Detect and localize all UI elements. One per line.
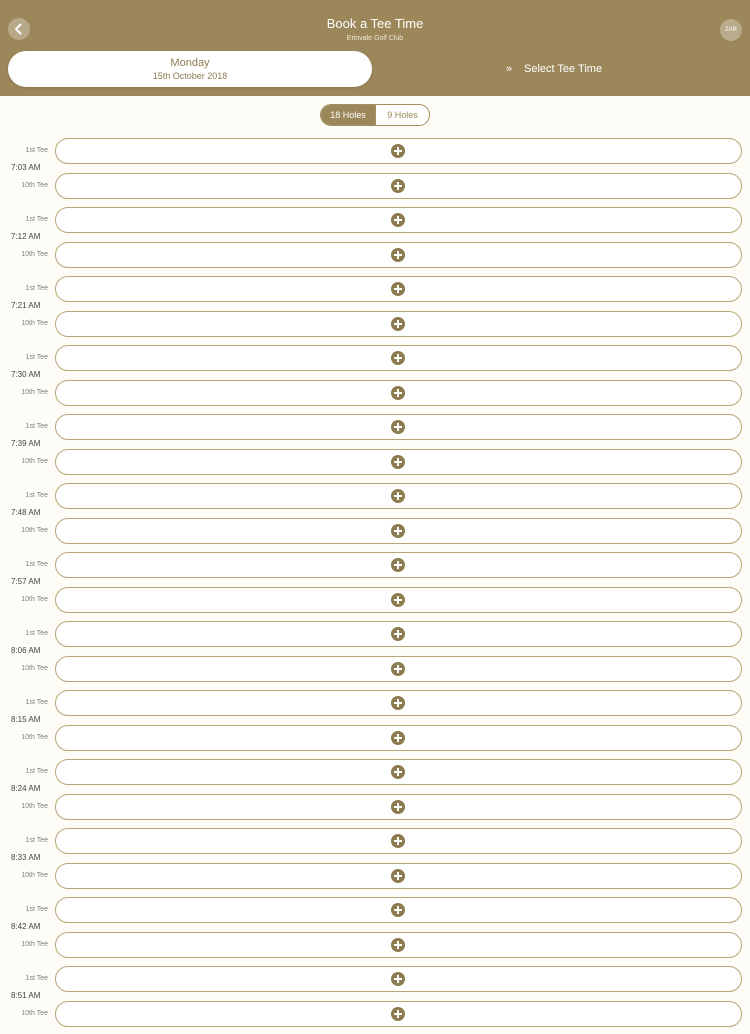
slot-time: 7:21 AM bbox=[11, 301, 41, 310]
tee-time-slot bbox=[0, 344, 750, 413]
slot-time: 7:12 AM bbox=[11, 232, 41, 241]
currency-button[interactable]: ZAR bbox=[720, 19, 742, 41]
slot-time: 8:15 AM bbox=[11, 715, 41, 724]
book-first-tee-row[interactable] bbox=[55, 345, 742, 371]
book-first-tee-row[interactable] bbox=[55, 966, 742, 992]
plus-circle-icon[interactable] bbox=[391, 972, 405, 986]
plus-circle-icon[interactable] bbox=[391, 248, 405, 262]
tee-label: 10th Tee bbox=[21, 182, 48, 189]
tee-label: 1st Tee bbox=[25, 147, 48, 154]
tee-time-slot bbox=[0, 620, 750, 689]
plus-circle-icon[interactable] bbox=[391, 317, 405, 331]
tee-label: 10th Tee bbox=[21, 803, 48, 810]
plus-circle-icon[interactable] bbox=[391, 800, 405, 814]
plus-circle-icon[interactable] bbox=[391, 765, 405, 779]
slot-time: 8:51 AM bbox=[11, 991, 41, 1000]
book-first-tee-row[interactable] bbox=[55, 621, 742, 647]
book-tenth-tee-row[interactable] bbox=[55, 173, 742, 199]
tee-label: 10th Tee bbox=[21, 251, 48, 258]
tee-time-slot bbox=[0, 206, 750, 275]
plus-circle-icon[interactable] bbox=[391, 731, 405, 745]
book-first-tee-row[interactable] bbox=[55, 552, 742, 578]
tee-label: 1st Tee bbox=[25, 768, 48, 775]
tee-label: 1st Tee bbox=[25, 423, 48, 430]
plus-circle-icon[interactable] bbox=[391, 455, 405, 469]
book-tenth-tee-row[interactable] bbox=[55, 794, 742, 820]
day-label: Monday bbox=[170, 57, 210, 69]
book-first-tee-row[interactable] bbox=[55, 138, 742, 164]
book-tenth-tee-row[interactable] bbox=[55, 656, 742, 682]
tee-time-slot bbox=[0, 689, 750, 758]
plus-circle-icon[interactable] bbox=[391, 869, 405, 883]
book-first-tee-row[interactable] bbox=[55, 483, 742, 509]
slot-time: 8:24 AM bbox=[11, 784, 41, 793]
page-title: Book a Tee Time bbox=[326, 16, 424, 31]
select-tee-time-step[interactable]: Select Tee Time bbox=[524, 63, 603, 75]
book-tenth-tee-row[interactable] bbox=[55, 863, 742, 889]
tee-label: 10th Tee bbox=[21, 734, 48, 741]
book-tenth-tee-row[interactable] bbox=[55, 449, 742, 475]
book-first-tee-row[interactable] bbox=[55, 690, 742, 716]
holes-toggle bbox=[320, 104, 430, 126]
slot-time: 8:06 AM bbox=[11, 646, 41, 655]
plus-circle-icon[interactable] bbox=[391, 834, 405, 848]
plus-circle-icon[interactable] bbox=[391, 213, 405, 227]
date-label: 15th October 2018 bbox=[152, 71, 228, 81]
slot-time: 7:57 AM bbox=[11, 577, 41, 586]
tee-label: 10th Tee bbox=[21, 872, 48, 879]
tee-time-slot bbox=[0, 137, 750, 206]
tee-label: 1st Tee bbox=[25, 906, 48, 913]
plus-circle-icon[interactable] bbox=[391, 938, 405, 952]
book-tenth-tee-row[interactable] bbox=[55, 725, 742, 751]
tee-time-slot bbox=[0, 275, 750, 344]
book-tenth-tee-row[interactable] bbox=[55, 932, 742, 958]
tee-label: 10th Tee bbox=[21, 941, 48, 948]
tee-label: 1st Tee bbox=[25, 699, 48, 706]
plus-circle-icon[interactable] bbox=[391, 282, 405, 296]
tee-label: 10th Tee bbox=[21, 527, 48, 534]
book-tenth-tee-row[interactable] bbox=[55, 380, 742, 406]
plus-circle-icon[interactable] bbox=[391, 696, 405, 710]
tee-label: 10th Tee bbox=[21, 389, 48, 396]
tee-label: 1st Tee bbox=[25, 216, 48, 223]
book-first-tee-row[interactable] bbox=[55, 207, 742, 233]
tee-label: 1st Tee bbox=[25, 837, 48, 844]
tee-time-slot bbox=[0, 827, 750, 896]
book-first-tee-row[interactable] bbox=[55, 276, 742, 302]
book-first-tee-row[interactable] bbox=[55, 414, 742, 440]
app-header bbox=[0, 0, 750, 96]
plus-circle-icon[interactable] bbox=[391, 386, 405, 400]
book-first-tee-row[interactable] bbox=[55, 897, 742, 923]
book-tenth-tee-row[interactable] bbox=[55, 1001, 742, 1027]
date-step-button[interactable] bbox=[8, 51, 372, 87]
plus-circle-icon[interactable] bbox=[391, 593, 405, 607]
tee-time-slot bbox=[0, 413, 750, 482]
tee-label: 1st Tee bbox=[25, 975, 48, 982]
slot-time: 7:39 AM bbox=[11, 439, 41, 448]
tee-time-slot bbox=[0, 551, 750, 620]
book-tenth-tee-row[interactable] bbox=[55, 311, 742, 337]
slot-time: 8:33 AM bbox=[11, 853, 41, 862]
book-tenth-tee-row[interactable] bbox=[55, 587, 742, 613]
book-first-tee-row[interactable] bbox=[55, 828, 742, 854]
tee-label: 1st Tee bbox=[25, 630, 48, 637]
tee-label: 1st Tee bbox=[25, 561, 48, 568]
book-tenth-tee-row[interactable] bbox=[55, 518, 742, 544]
tee-label: 1st Tee bbox=[25, 285, 48, 292]
tee-label: 10th Tee bbox=[21, 320, 48, 327]
plus-circle-icon[interactable] bbox=[391, 420, 405, 434]
slot-time: 7:03 AM bbox=[11, 163, 41, 172]
tee-time-slot bbox=[0, 896, 750, 965]
plus-circle-icon[interactable] bbox=[391, 1007, 405, 1021]
tee-label: 1st Tee bbox=[25, 354, 48, 361]
slot-time: 8:42 AM bbox=[11, 922, 41, 931]
tee-label: 10th Tee bbox=[21, 665, 48, 672]
tee-label: 1st Tee bbox=[25, 492, 48, 499]
plus-circle-icon[interactable] bbox=[391, 179, 405, 193]
tee-label: 10th Tee bbox=[21, 1010, 48, 1017]
tee-time-slot bbox=[0, 758, 750, 827]
plus-circle-icon[interactable] bbox=[391, 524, 405, 538]
book-first-tee-row[interactable] bbox=[55, 759, 742, 785]
tee-label: 10th Tee bbox=[21, 458, 48, 465]
tee-time-slot bbox=[0, 482, 750, 551]
plus-circle-icon[interactable] bbox=[391, 558, 405, 572]
plus-circle-icon[interactable] bbox=[391, 351, 405, 365]
club-name: Erinvale Golf Club bbox=[346, 35, 404, 42]
holes-option-9[interactable]: 9 Holes bbox=[375, 105, 429, 125]
book-tenth-tee-row[interactable] bbox=[55, 242, 742, 268]
slot-time: 7:48 AM bbox=[11, 508, 41, 517]
double-chevron-right-icon: » bbox=[506, 63, 513, 75]
holes-option-18[interactable]: 18 Holes bbox=[321, 105, 375, 125]
plus-circle-icon[interactable] bbox=[391, 662, 405, 676]
plus-circle-icon[interactable] bbox=[391, 903, 405, 917]
plus-circle-icon[interactable] bbox=[391, 489, 405, 503]
plus-circle-icon[interactable] bbox=[391, 144, 405, 158]
plus-circle-icon[interactable] bbox=[391, 627, 405, 641]
tee-label: 10th Tee bbox=[21, 596, 48, 603]
slot-time: 7:30 AM bbox=[11, 370, 41, 379]
